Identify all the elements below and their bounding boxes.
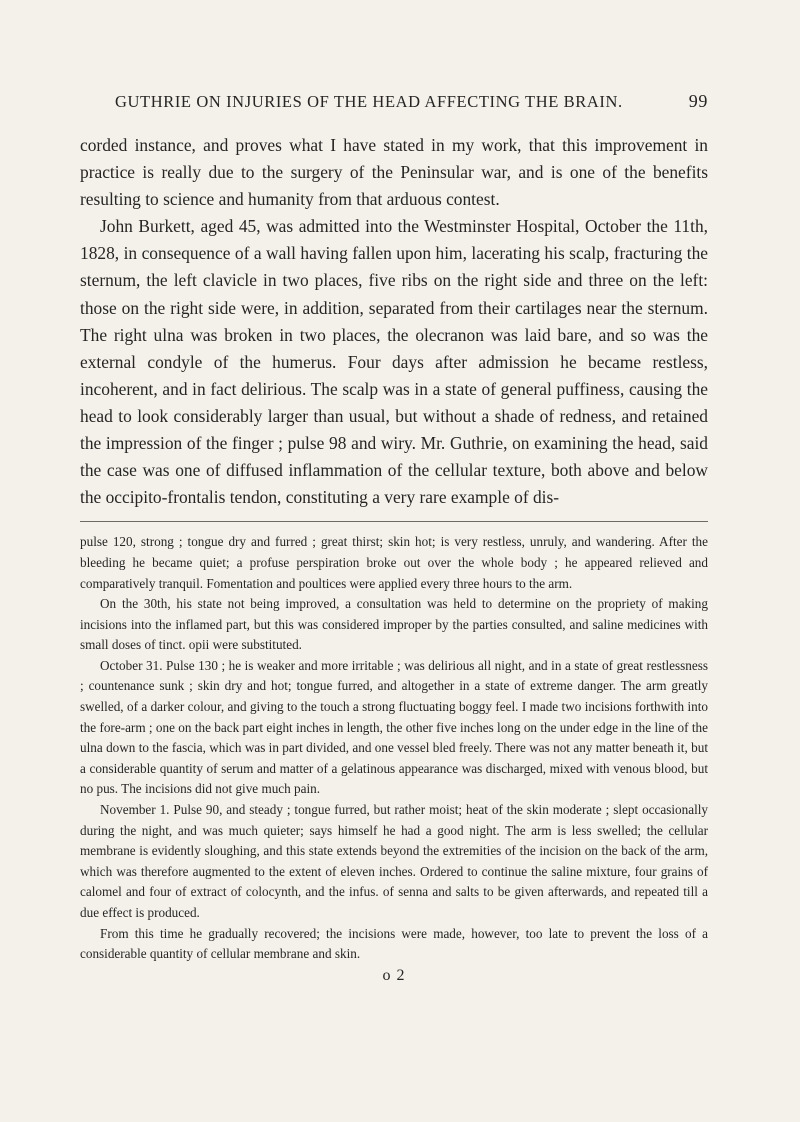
running-title: GUTHRIE ON INJURIES OF THE HEAD AFFECTING THE BRAIN. xyxy=(115,92,623,111)
footnote-paragraph: From this time he gradually recovered; the incisions were made, however, too late to prevent the loss of a considerable quantity of cellular membrane and skin. xyxy=(80,925,708,962)
footnote-divider xyxy=(80,521,708,522)
body-paragraph: corded instance, and proves what I have stated in my work, that this improvement in practice is really due to the surgery of the Peninsular war, and is one of the benefits resulting to science and humanity from that arduous contest. xyxy=(80,135,708,210)
running-header xyxy=(80,92,708,118)
book-page xyxy=(80,92,708,985)
footnote-paragraph: pulse 120, strong ; tongue dry and furred ; great thirst; skin hot; is very restless, unruly, and wandering. After the bleeding he became quiet; a profuse perspiration broke out over the whole body ; he appeared relieved and comparatively tranquil. Fomentation and poultices were applied every three hours to the arm. xyxy=(80,534,708,591)
page-number: 99 xyxy=(688,91,708,111)
footnote-paragraph: November 1. Pulse 90, and steady ; tongue furred, but rather moist; heat of the skin moderate ; slept occasionally during the night, and was much quieter; says himself he had a good night. The arm is less swelled; the cellular membrane is evidently sloughing, and this state extends beyond the extremities of the incision on the back of the arm, which was therefore augmented to the extent of eleven inches. Ordered to continue the saline mixture, four grains of calomel and four of extract of colocynth, and the infus. of senna and salts to be given afterwards, and repeated till a due effect is produced. xyxy=(80,802,708,920)
signature-mark: o 2 xyxy=(382,966,406,984)
footnote-paragraph: On the 30th, his state not being improved, a consultation was held to determine on the propriety of making incisions into the inflamed part, but this was considered improper by the parties consulted, and saline medicines with small doses of tinct. opii were substituted. xyxy=(80,596,708,653)
body-paragraph: John Burkett, aged 45, was admitted into the Westminster Hospital, October the 11th, 1828, in consequence of a wall having fallen upon him, lacerating his scalp, fracturing the sternum, the left clavicle in two places, five ribs on the right side and three on the left: those on the right side were, in addition, separated from their cartilages near the sternum. The right ulna was broken in two places, the olecranon was laid bare, and so was the external condyle of the humerus. Four days after admission he became restless, incoherent, and in fact delirious. The scalp was in a state of general puffiness, causing the head to look considerably larger than usual, but without a shade of redness, and retained the impression of the finger ; pulse 98 and wiry. Mr. Guthrie, on examining the head, said the case was one of diffused inflammation of the cellular texture, both above and below the occipito-frontalis tendon, constituting a very rare example of dis- xyxy=(80,216,708,508)
footnote-block xyxy=(80,532,708,964)
main-text xyxy=(80,132,708,511)
footnote-paragraph: October 31. Pulse 130 ; he is weaker and more irritable ; was delirious all night, and in a state of great restlessness ; countenance sunk ; skin dry and hot; tongue furred, and altogether in a state of extreme danger. The arm greatly swelled, of a darker colour, and giving to the touch a strong fluctuating boggy feel. I made two incisions forthwith into the fore-arm ; one on the back part eight inches in length, the other five inches long on the under edge in the line of the ulna down to the fascia, which was in part divided, and one vessel bled freely. There was not any matter beneath it, but a considerable quantity of serum and matter of a gelatinous appearance was discharged, mixed with venous blood, but no pus. The incisions did not give much pain. xyxy=(80,657,708,797)
